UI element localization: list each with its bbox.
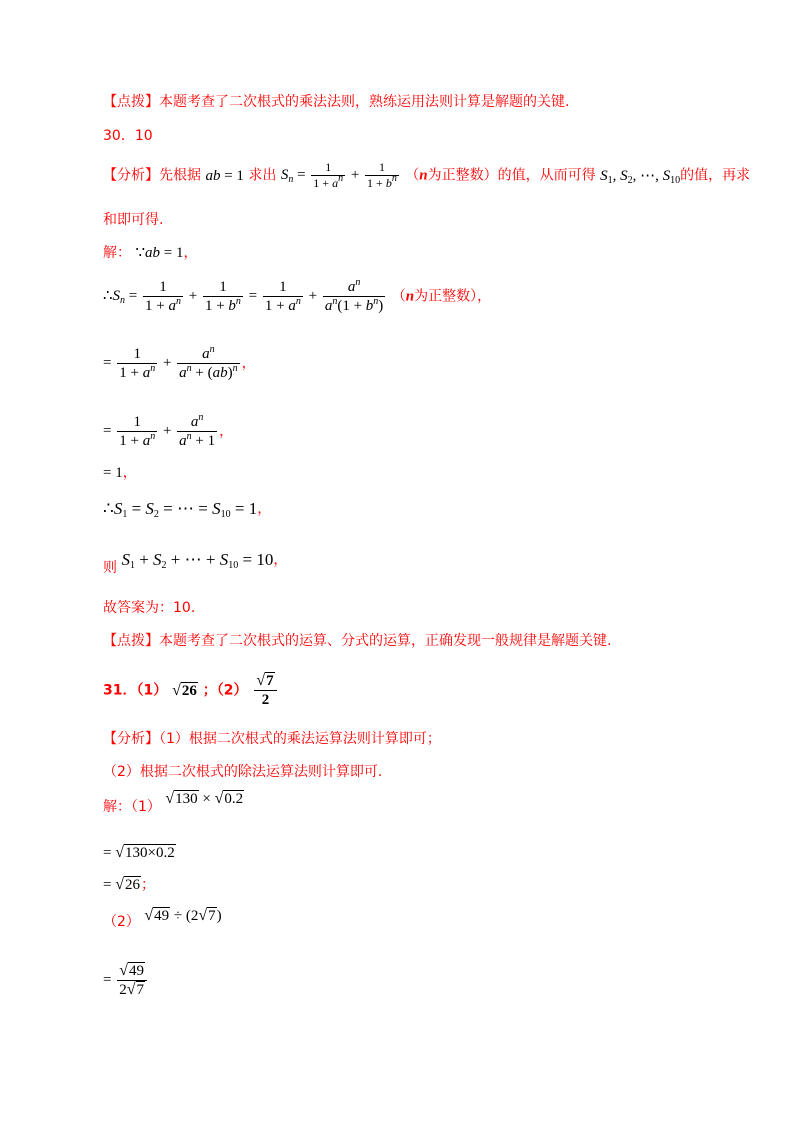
solution-label: 解： [103, 245, 131, 261]
tip-label: 【点拨】 [103, 94, 159, 110]
tip-text: 本题考查了二次根式的乘法法则，熟练运用法则计算是解题的关键. [159, 94, 570, 110]
q29-tip-line [103, 92, 569, 112]
formula-sn: $S_n$ = $\frac{1}{1 + a^n}$ + $\frac{1}{1 + b^n}$ [280, 160, 397, 190]
formula-sum-eq-10: $S_1 + S_2$ + ⋯ + $S_{10} = 10$ [121, 550, 274, 571]
separator: ；（2） [202, 682, 248, 699]
formula-sqrt7-over-2: $\frac{√7}{2}$ [252, 672, 278, 709]
comma: ， [477, 288, 492, 305]
analysis-text: 的值，再求 [680, 167, 751, 184]
formula-because-ab-1: ∵ab = 1 [135, 245, 184, 261]
q31-heading-text: 31．（1） [103, 682, 168, 699]
solution-line-5 [103, 463, 137, 483]
formula-step-plus-1: = $\frac{1}{1 + a^n}$ + $\frac{a^n}{a^n + 1}$ [103, 412, 216, 449]
formula-sqrt-26: √26 [172, 681, 197, 699]
solution-line-6 [103, 499, 271, 519]
q31-heading [103, 672, 279, 709]
q31-analysis-line1 [103, 729, 441, 749]
formula-eq-sqrt-26: = √26 [103, 876, 140, 893]
analysis-text: 求出 [248, 167, 277, 184]
q30-tip-line [103, 631, 611, 651]
formula-sqrt49-over-2sqrt7: = $\frac{√49}{2√7}$ [103, 962, 149, 999]
solution-line-3 [103, 345, 256, 382]
q31-solution-line-5 [103, 962, 149, 999]
formula-eq-1: = 1 [103, 465, 123, 481]
formula-step-ab-n: = $\frac{1}{1 + a^n}$ + $\frac{a^n}{a^n + (ab)^n}$ [103, 344, 238, 381]
comma: ， [183, 245, 198, 261]
q30-heading: 30．10 [103, 128, 153, 144]
q30-analysis-line2: 和即可得. [103, 212, 164, 228]
var-n: n [419, 167, 428, 184]
q31-solution-line-3 [103, 875, 155, 895]
q30-analysis-line [103, 160, 750, 191]
formula-therefore-s-eq-1: $\therefore S_1 = S_2$ = ⋯ = $S_{10} = 1$ [103, 499, 258, 520]
q31-solution-line-2 [103, 843, 176, 863]
solution-line-7 [103, 550, 288, 576]
q30-answer: 故答案为：10. [103, 600, 196, 616]
q31-analysis-line2: （2）根据二次根式的除法运算法则计算即可. [103, 764, 383, 780]
comma: ， [241, 355, 256, 372]
solution-label: 解： [103, 799, 131, 815]
q31-solution-line-1 [103, 790, 244, 817]
formula-sqrt-130x02: = √130×0.2 [103, 844, 175, 861]
var-n: n [405, 288, 415, 305]
solution-line-2: $\therefore S_n$ = $\frac{1}{1 + a^n}$ + $\frac{1}{1 + b^n}$ = $\frac{1}{1 + a^n}$ + $\frac{a^n}{a^n(1 + b^n)}$ （n为正整数）， [103, 277, 492, 314]
comma: ， [257, 501, 272, 517]
part-label: （1） [131, 799, 161, 815]
analysis-label: 【分析】 [103, 731, 159, 747]
comma: ， [122, 465, 137, 481]
q31-solution-line-4 [103, 907, 222, 932]
formula-s-list: $S_1$, $S_2$, ⋯, $S_{10}$ [600, 167, 681, 186]
analysis-text: 先根据 [159, 167, 201, 184]
tip-text: 本题考查了二次根式的运算、分式的运算，正确发现一般规律是解题关键. [159, 633, 612, 649]
analysis-text: （ [405, 167, 420, 184]
analysis-text: 为正整数）的值，从而可得 [427, 167, 596, 184]
semicolon: ； [141, 877, 155, 893]
comma: ， [273, 552, 288, 568]
tip-label: 【点拨】 [103, 633, 159, 649]
formula-ab-eq-1: ab = 1 [205, 167, 244, 184]
solution-line-1 [103, 243, 197, 263]
analysis-label: 【分析】 [103, 167, 159, 184]
formula-sqrt130-times-sqrt02: √130 × √0.2 [165, 790, 244, 807]
comma: ， [219, 423, 234, 440]
formula-sqrt49-div: √49 ÷ (2√7) [144, 907, 222, 924]
note-text: 为正整数） [414, 288, 478, 305]
part-label: （2） [103, 914, 140, 930]
solution-line-4 [103, 413, 233, 450]
formula-sn-expand: $\therefore S_n$ = $\frac{1}{1 + a^n}$ + $\frac{1}{1 + b^n}$ = $\frac{1}{1 + a^n}$ + $\frac{a^n}{a^n(1 + b^n)}$ [103, 277, 384, 314]
then-label: 则 [103, 560, 117, 576]
analysis-text: （1）根据二次根式的乘法运算法则计算即可； [159, 731, 441, 747]
